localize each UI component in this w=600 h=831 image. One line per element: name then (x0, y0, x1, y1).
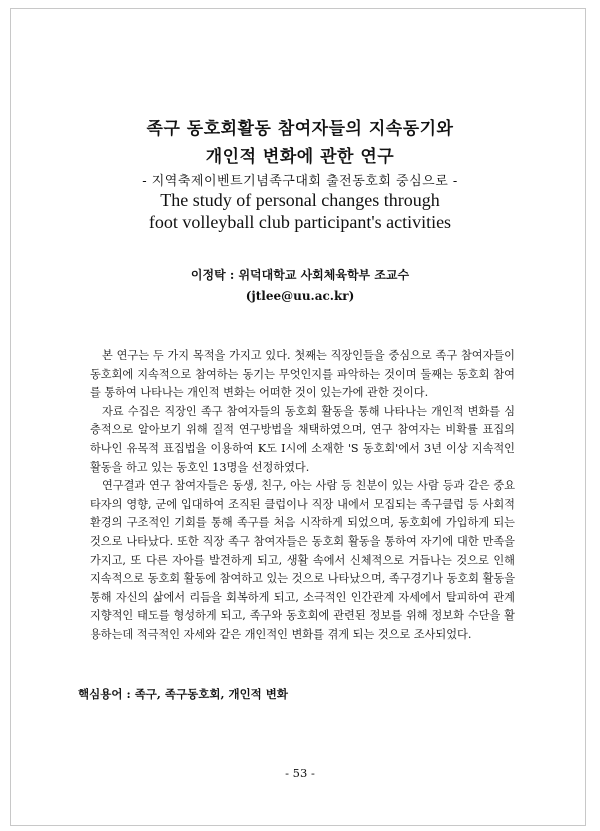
english-title-line-1: The study of personal changes through (160, 190, 440, 210)
english-title-line-2: foot volleyball club participant's activities (148, 212, 452, 232)
abstract (90, 347, 515, 645)
abstract-paragraph-2: 자료 수집은 직장인 족구 참여자들의 동호회 활동을 통해 나타나는 개인적 변화를 심층적으로 알아보기 위해 질적 연구방법을 채택하였으며, 연구 참여자는 비확률 표집의 하나인 유목적 표집법을 이용하여 K도 I시에 소재한 'S 동호회'에서 3년 이상 지속적인 활동을 하고 있는 동호인 13명을 선정하였다. (90, 404, 515, 474)
abstract-paragraph-3: 연구결과 연구 참여자들은 동생, 친구, 아는 사람 등 친분이 있는 사람 등과 같은 중요타자의 영향, 군에 입대하여 조직된 클럽이나 직장 내에서 모집되는 족구클럽 등 사회적 환경의 구조적인 기회를 통해 족구를 처음 시작하게 되었으며, 동호회에 가입하게 되는 것으로 나타났다. 또한 직장 족구 참여자들은 동호회 활동을 통하여 자기에 대한 만족을 가지고, 또 다른 자아를 발견하게 되고, 생활 속에서 신체적으로 거듭나는 것으로 인해 지속적으로 동호회 활동에 참여하고 있는 것으로 나타났으며, 족구경기나 동호회 활동을 통해 자신의 삶에서 리듬을 회복하게 되고, 소극적인 인간관계 자세에서 탈피하여 관계지향적인 태도를 형성하게 되고, 족구와 동호회에 관련된 정보를 위해 정보화 수단을 활용하는데 적극적인 자세와 같은 개인적인 변화를 겪게 되는 것으로 조사되었다. (90, 479, 515, 641)
korean-subtitle: - 지역축제이벤트기념족구대회 출전동호회 중심으로 - (142, 174, 458, 189)
abstract-paragraph-1: 본 연구는 두 가지 목적을 가지고 있다. 첫째는 직장인들을 중심으로 족구 참여자들이 동호회에 지속적으로 참여하는 동기는 무엇인지를 파악하는 것이며 둘째는 동호회 참여를 통하여 나타나는 개인적 변화는 어떠한 것이 있는가에 관한 것이다. (90, 349, 515, 400)
author-email: (jtlee@uu.ac.kr) (245, 289, 355, 303)
korean-title-line-1: 족구 동호회활동 참여자들의 지속동기와 (146, 119, 454, 139)
korean-title-line-2: 개인적 변화에 관한 연구 (205, 147, 395, 167)
keywords: 핵심용어 : 족구, 족구동호회, 개인적 변화 (78, 687, 289, 701)
author-affiliation: 이정탁 : 위덕대학교 사회체육학부 조교수 (190, 268, 410, 282)
page-number: - 53 - (285, 766, 315, 780)
